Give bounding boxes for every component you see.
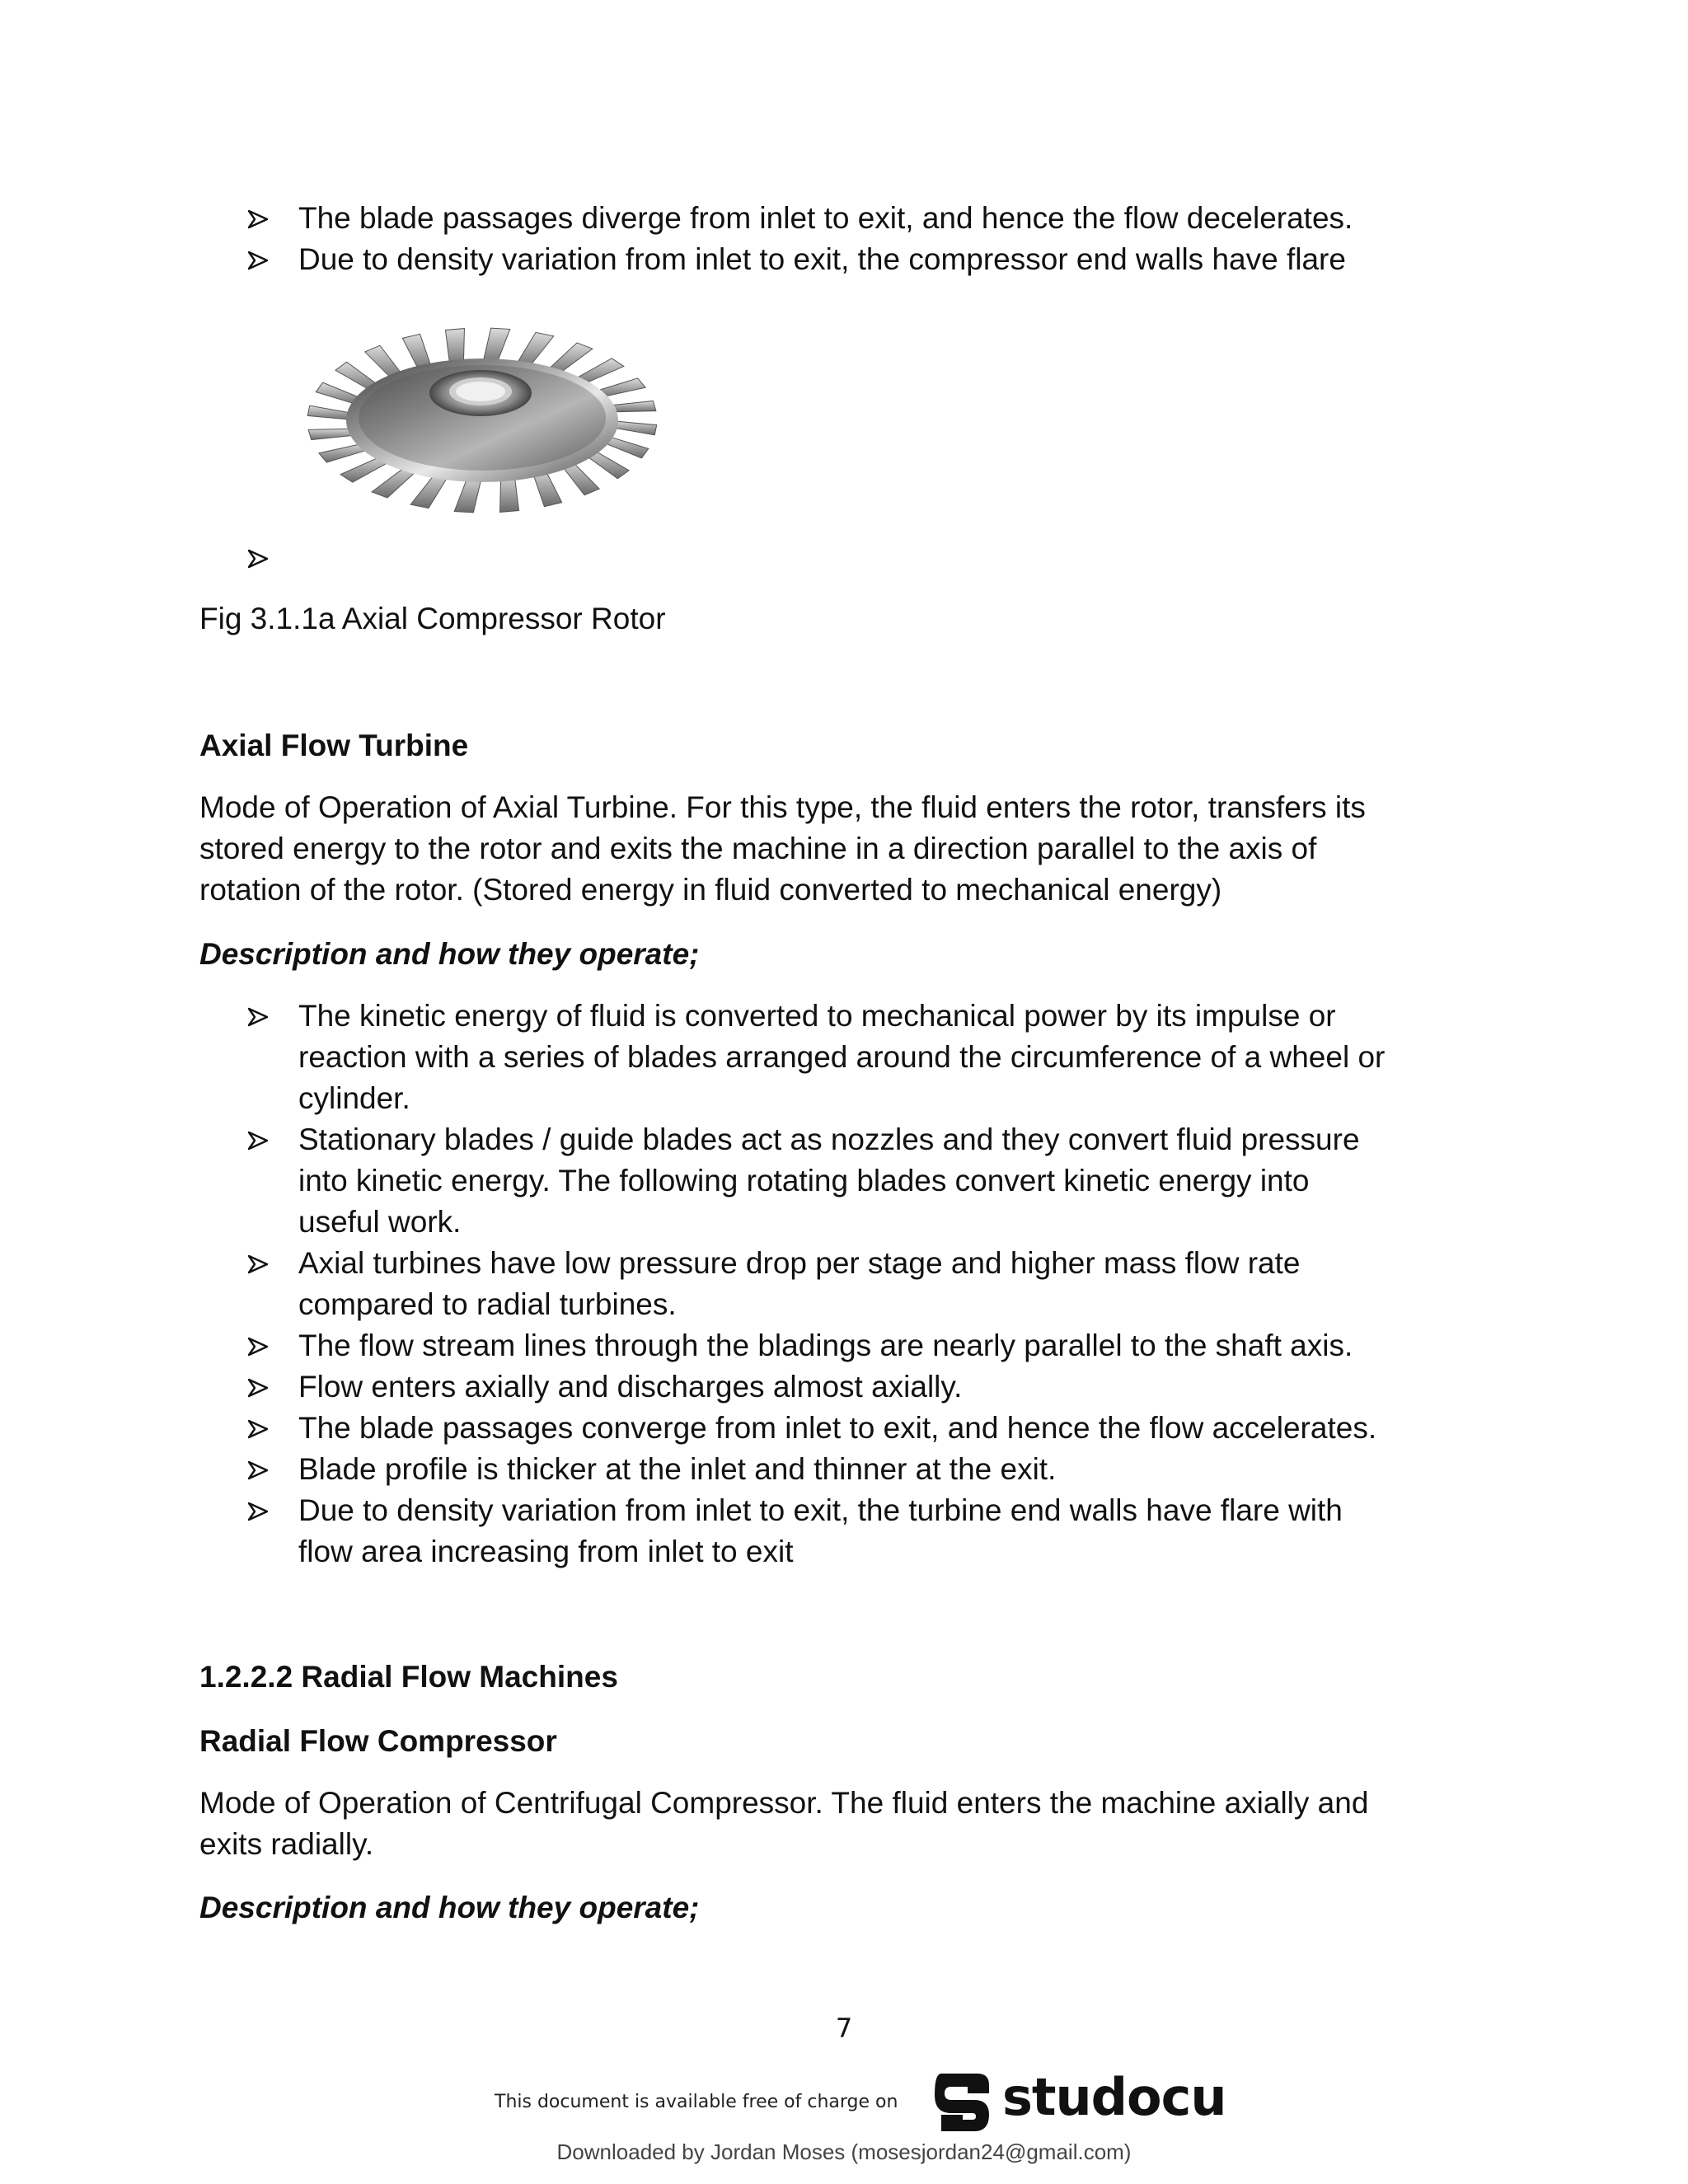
arrow-bullet-icon	[247, 1460, 269, 1480]
arrow-bullet-icon	[247, 1419, 269, 1439]
paragraph-line: Mode of Operation of Centrifugal Compressor. The fluid enters the machine axially and	[199, 1786, 1369, 1820]
paragraph-line: rotation of the rotor. (Stored energy in fluid converted to mechanical energy)	[199, 873, 1222, 907]
axial-compressor-rotor-image	[301, 326, 663, 523]
bullet-text: cylinder.	[298, 1081, 410, 1115]
bullet-text: Flow enters axially and discharges almost axially.	[298, 1370, 963, 1404]
studocu-logo[interactable]	[930, 2067, 1226, 2135]
arrow-bullet-icon	[247, 251, 269, 270]
bullet-text: Blade profile is thicker at the inlet and thinner at the exit.	[298, 1452, 1057, 1486]
arrow-bullet-icon	[247, 1502, 269, 1521]
bullet-text: The flow stream lines through the bladings are nearly parallel to the shaft axis.	[298, 1329, 1353, 1362]
bullet-text: flow area increasing from inlet to exit	[298, 1535, 794, 1568]
download-note: Downloaded by Jordan Moses (mosesjordan24@gmail.com)	[556, 2139, 1132, 2164]
bullet-text: The blade passages diverge from inlet to exit, and hence the flow decelerates.	[298, 201, 1353, 235]
paragraph-line: Mode of Operation of Axial Turbine. For this type, the fluid enters the rotor, transfers its	[199, 790, 1366, 824]
arrow-bullet-icon	[247, 1007, 269, 1027]
bullet-text: compared to radial turbines.	[298, 1287, 677, 1321]
figure-caption: Fig 3.1.1a Axial Compressor Rotor	[199, 602, 666, 635]
availability-note: This document is available free of charge on	[495, 2092, 898, 2112]
section-heading: Axial Flow Turbine	[199, 729, 469, 762]
bullet-text: The kinetic energy of fluid is converted to mechanical power by its impulse or	[298, 999, 1336, 1033]
bullet-text: into kinetic energy. The following rotating blades convert kinetic energy into	[298, 1164, 1310, 1197]
page-number: 7	[835, 2013, 853, 2044]
description-subheading: Description and how they operate;	[199, 937, 700, 971]
bullet-text: Due to density variation from inlet to exit, the compressor end walls have flare	[298, 242, 1346, 276]
bullet-text: The blade passages converge from inlet to exit, and hence the flow accelerates.	[298, 1411, 1377, 1445]
arrow-bullet-icon	[247, 209, 269, 229]
arrow-bullet-icon	[247, 1337, 269, 1357]
paragraph-line: stored energy to the rotor and exits the machine in a direction parallel to the axis of	[199, 832, 1317, 865]
section-number-heading: 1.2.2.2 Radial Flow Machines	[199, 1660, 618, 1694]
studocu-wordmark: studocu	[1002, 2067, 1226, 2127]
bullet-text: Stationary blades / guide blades act as nozzles and they convert fluid pressure	[298, 1122, 1360, 1156]
arrow-bullet-icon	[247, 1254, 269, 1274]
bullet-text: Axial turbines have low pressure drop per stage and higher mass flow rate	[298, 1246, 1301, 1280]
arrow-bullet-icon	[247, 549, 269, 569]
description-subheading: Description and how they operate;	[199, 1891, 700, 1924]
arrow-bullet-icon	[247, 1378, 269, 1398]
bullet-text: reaction with a series of blades arranged around the circumference of a wheel or	[298, 1040, 1386, 1074]
bullet-text: useful work.	[298, 1205, 462, 1239]
paragraph-line: exits radially.	[199, 1827, 374, 1861]
bullet-text: Due to density variation from inlet to exit, the turbine end walls have flare with	[298, 1493, 1343, 1527]
studocu-mark-icon	[930, 2069, 996, 2136]
section-heading: Radial Flow Compressor	[199, 1724, 557, 1758]
arrow-bullet-icon	[247, 1131, 269, 1151]
